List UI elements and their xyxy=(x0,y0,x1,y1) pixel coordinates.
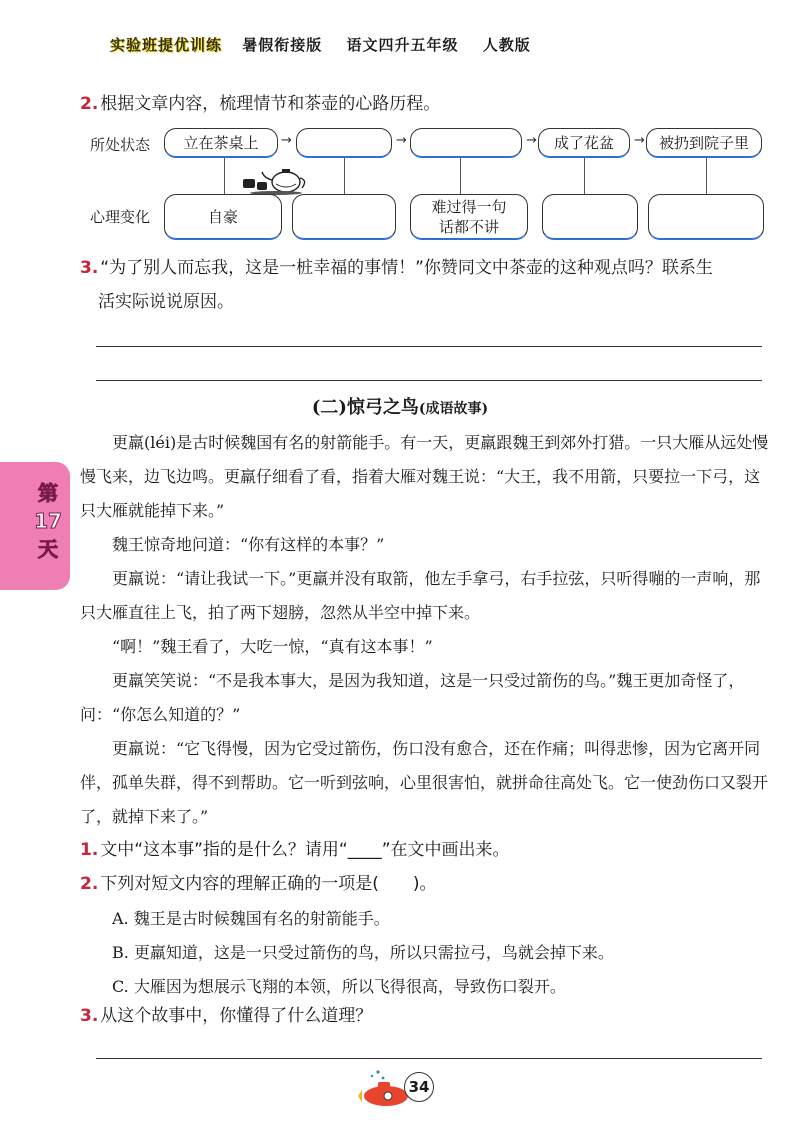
page-header xyxy=(110,34,549,55)
question-2-top xyxy=(80,92,440,116)
day-tab-line-2: 17 xyxy=(34,509,62,533)
row-label-state: 所处状态 xyxy=(90,136,151,154)
story-paragraph-4: “啊！”魏王看了，大吃一惊，“真有这本事！” xyxy=(112,637,433,656)
series-name: 实验班提优训练 xyxy=(110,36,223,54)
question-3 xyxy=(80,1004,372,1028)
page-number: 34 xyxy=(404,1072,434,1102)
story-paragraph-1: 更羸(léi)是古时候魏国有名的射箭能手。有一天，更羸跟魏王到郊外打猎。一只大雁从远处慢慢飞来，边飞边鸣。更羸仔细看了看，指着大雁对魏王说：“大王，我不用箭，只要拉一下弓，这只大雁就能掉下来。” xyxy=(80,433,769,520)
arrow-icon: → xyxy=(634,133,645,148)
option-a[interactable]: A. 魏王是古时候魏国有名的射箭能手。 xyxy=(112,909,390,928)
answer-line[interactable] xyxy=(96,1058,762,1059)
state-box-1: 立在茶桌上 xyxy=(164,128,278,158)
question-text-line-1: “为了别人而忘我，这是一桩幸福的事情！”你赞同文中茶壶的这种观点吗？联系生 xyxy=(100,258,713,278)
teapot-icon xyxy=(240,160,310,196)
connector-line xyxy=(224,158,225,198)
row-label-feeling: 心理变化 xyxy=(90,208,151,226)
feeling-3-line-1: 难过得一句 xyxy=(431,197,507,216)
question-text: 从这个故事中，你懂得了什么道理？ xyxy=(100,1006,373,1026)
arrow-icon: → xyxy=(281,133,292,148)
connector-line xyxy=(584,158,585,198)
story-paragraph-6: 更羸说：“它飞得慢，因为它受过箭伤，伤口没有愈合，还在作痛；叫得悲惨，因为它离开同伴，孤单失群，得不到帮助。它一听到弦响，心里很害怕，就拼命往高处飞。它一使劲伤口又裂开了，就掉下来了。” xyxy=(80,739,769,826)
story-paragraph-3: 更羸说：“请让我试一下。”更羸并没有取箭，他左手拿弓，右手拉弦，只听得嘣的一声响，那只大雁直往上飞，拍了两下翅膀，忽然从半空中掉下来。 xyxy=(80,569,761,622)
story-title-text: (二)惊弓之鸟 xyxy=(311,397,419,418)
feeling-box-2[interactable] xyxy=(292,194,396,240)
story-title-note: (成语故事) xyxy=(418,401,489,417)
question-3-top xyxy=(80,256,713,280)
question-number: 3. xyxy=(80,258,99,278)
state-box-3[interactable] xyxy=(410,128,522,158)
state-box-2[interactable] xyxy=(296,128,392,158)
day-tab-line-1: 第 xyxy=(38,481,58,505)
question-number: 3. xyxy=(80,1006,99,1026)
question-1 xyxy=(80,838,510,862)
feeling-box-3 xyxy=(410,194,528,240)
question-number: 2. xyxy=(80,874,99,894)
question-text: 根据文章内容，梳理情节和茶壶的心路历程。 xyxy=(100,94,441,114)
connector-line xyxy=(460,158,461,198)
feeling-box-5[interactable] xyxy=(648,194,764,240)
answer-line[interactable] xyxy=(96,346,762,347)
edition: 暑假衔接版 xyxy=(242,36,323,54)
story-paragraph-2: 魏王惊奇地问道：“你有这样的本事？” xyxy=(112,535,385,554)
day-tab xyxy=(0,462,70,590)
publisher: 人教版 xyxy=(482,36,531,54)
state-box-5: 被扔到院子里 xyxy=(646,128,762,158)
answer-line[interactable] xyxy=(96,380,762,381)
question-text: 文中“这本事”指的是什么？请用“____”在文中画出来。 xyxy=(100,840,510,860)
grade: 语文四升五年级 xyxy=(346,36,459,54)
story-paragraph-5: 更羸笑笑说：“不是我本事大，是因为我知道，这是一只受过箭伤的鸟。”魏王更加奇怪了，问：“你怎么知道的？” xyxy=(80,671,745,724)
arrow-icon: → xyxy=(526,133,537,148)
question-text: 下列对短文内容的理解正确的一项是( )。 xyxy=(100,874,437,894)
story-title xyxy=(0,393,800,419)
feeling-3-line-2: 话都不讲 xyxy=(438,217,499,236)
connector-line xyxy=(344,158,345,198)
day-tab-line-3: 天 xyxy=(38,537,58,561)
question-number: 1. xyxy=(80,840,99,860)
feeling-box-1: 自豪 xyxy=(164,194,282,240)
state-box-4: 成了花盆 xyxy=(538,128,630,158)
feeling-box-4[interactable] xyxy=(542,194,638,240)
question-number: 2. xyxy=(80,94,99,114)
connector-line xyxy=(706,158,707,198)
option-b[interactable]: B. 更羸知道，这是一只受过箭伤的鸟，所以只需拉弓，鸟就会掉下来。 xyxy=(112,943,614,962)
question-2 xyxy=(80,872,437,896)
arrow-icon: → xyxy=(396,133,407,148)
option-c[interactable]: C. 大雁因为想展示飞翔的本领，所以飞得很高，导致伤口裂开。 xyxy=(112,977,566,996)
question-3-top-line-2: 活实际说说原因。 xyxy=(98,292,234,312)
